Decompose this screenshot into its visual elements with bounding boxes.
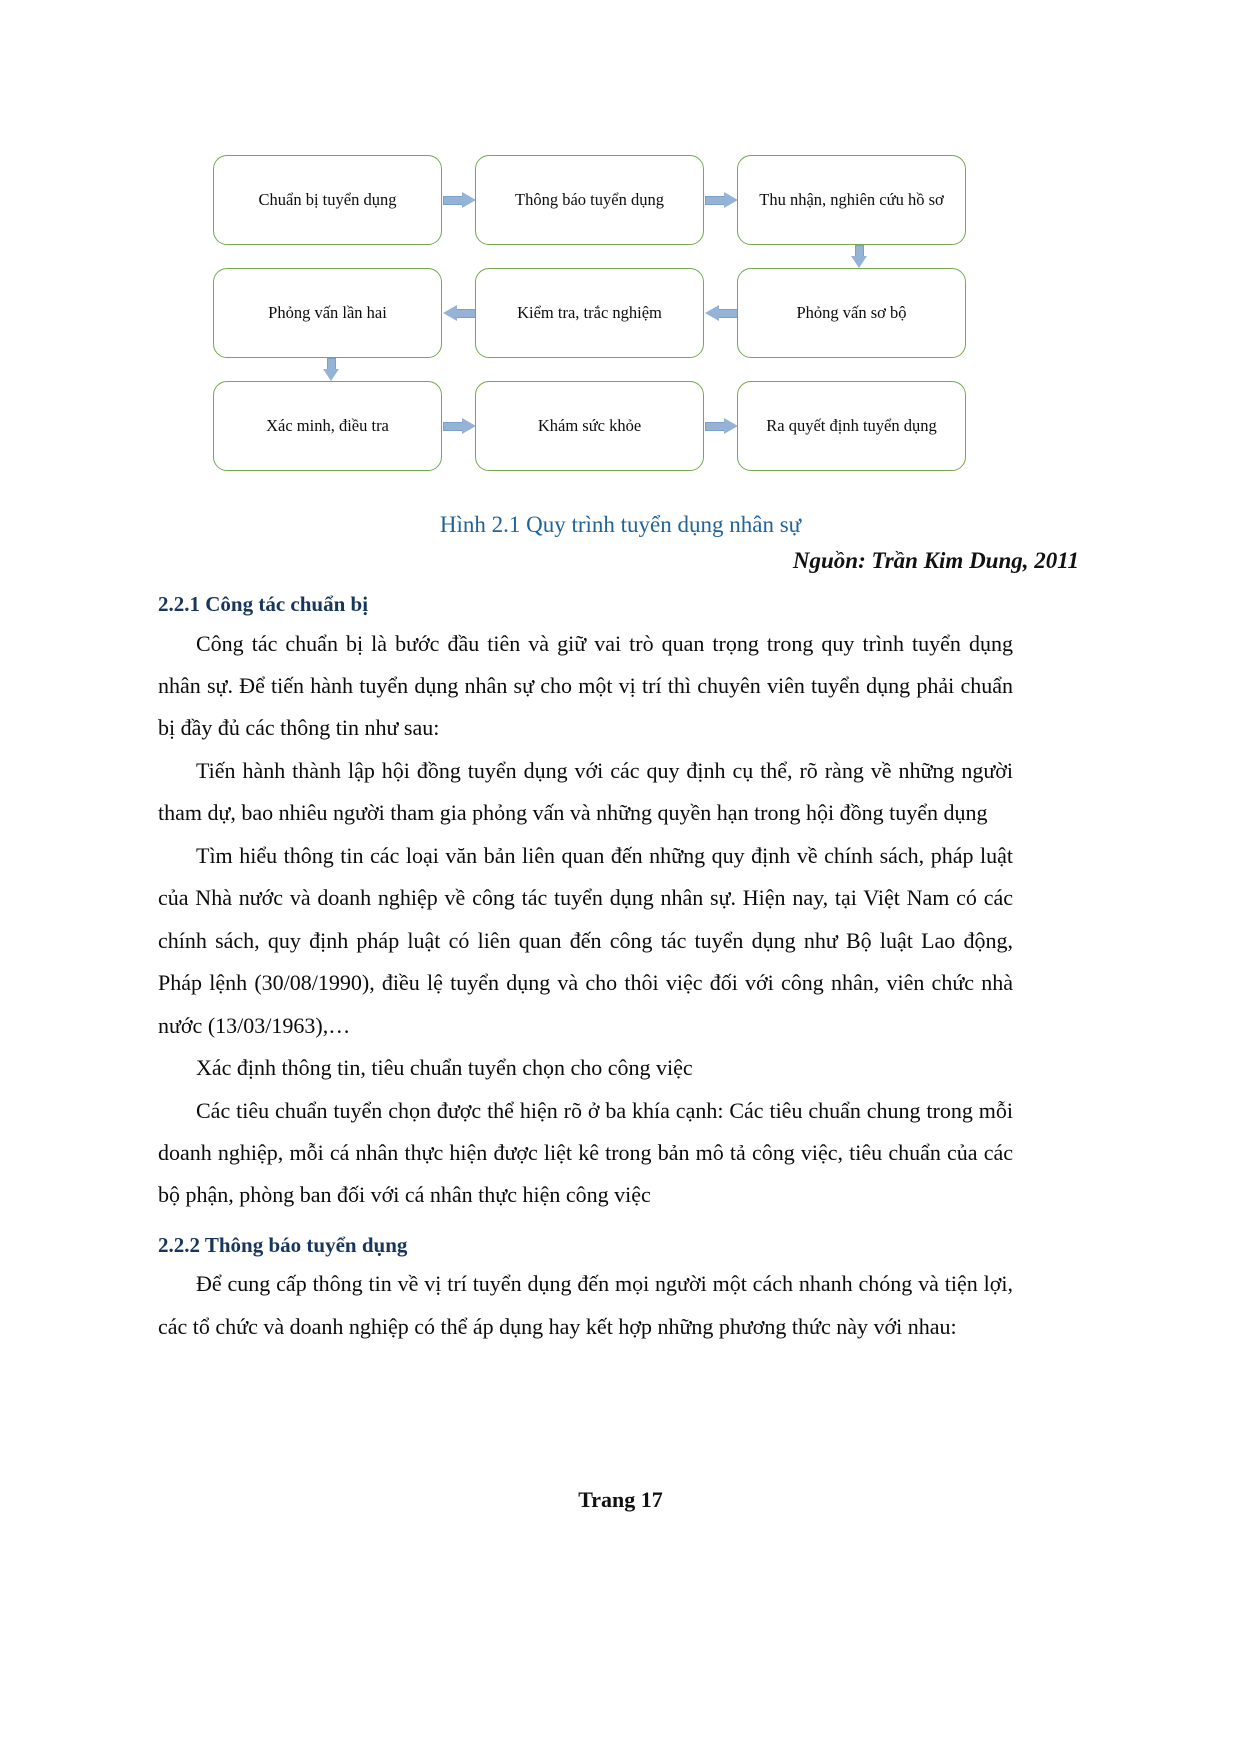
- arrow-left-step6-step5: [705, 305, 738, 321]
- section-heading-2-2-1: 2.2.1 Công tác chuẩn bị: [158, 592, 369, 616]
- arrow-head: [724, 418, 738, 434]
- flow-box-thu-nhan-nghien-cuu-ho-so: [737, 155, 966, 245]
- arrow-head: [724, 192, 738, 208]
- flow-box-chuan-bi-tuyen-dung: [213, 155, 442, 245]
- paragraph-221-1: Công tác chuẩn bị là bước đầu tiên và giữ vai trò quan trọng trong quy trình tuyển dụng nhân sự. Để tiến hành tuyển dụng nhân sự cho một vị trí thì chuyên viên tuyển dụng phải chuẩn bị đầy đủ các thông tin như sau:: [158, 630, 1013, 741]
- flow-box-xac-minh-dieu-tra: [213, 381, 442, 471]
- flow-box-kiem-tra-trac-nghiem: [475, 268, 704, 358]
- arrow-head: [705, 305, 719, 321]
- figure-source: Nguồn: Trần Kim Dung, 2011: [792, 548, 1079, 573]
- figure-caption: Hình 2.1 Quy trình tuyển dụng nhân sự: [439, 512, 802, 537]
- paragraph-221-2: Tiến hành thành lập hội đồng tuyển dụng với các quy định cụ thể, rõ ràng về những người tham dự, bao nhiêu người tham gia phỏng vấn và những quyền hạn trong hội đồng tuyển dụng: [158, 757, 1013, 826]
- arrow-shaft: [443, 196, 463, 205]
- arrow-shaft: [705, 422, 725, 431]
- flow-box-ra-quyet-dinh-tuyen-dung: [737, 381, 966, 471]
- flow-box-label: Ra quyết định tuyển dụng: [766, 416, 937, 436]
- recruitment-process-flowchart: [213, 155, 969, 470]
- arrow-right-step7-step8: [443, 418, 476, 434]
- flowchart-row-1: [213, 155, 969, 245]
- arrow-left-step5-step4: [443, 305, 476, 321]
- paragraph-221-3: Tìm hiểu thông tin các loại văn bản liên quan đến những quy định về chính sách, pháp luật của Nhà nước và doanh nghiệp về công tác tuyển dụng nhân sự. Hiện nay, tại Việt Nam có các chính sách, quy định pháp luật có liên quan đến công tác tuyển dụng như Bộ luật Lao động, Pháp lệnh (30/08/1990), điều lệ tuyển dụng và cho thôi việc đối với công nhân, viên chức nhà nước (13/03/1963),…: [158, 842, 1013, 1038]
- flow-box-label: Thông báo tuyển dụng: [515, 190, 664, 210]
- arrow-shaft: [456, 309, 476, 318]
- flow-box-label: Phỏng vấn sơ bộ: [796, 303, 907, 323]
- document-body: [158, 588, 1013, 1348]
- arrow-right-step2-step3: [705, 192, 738, 208]
- arrow-down-step3-step6: [851, 245, 867, 268]
- flow-box-label: Chuẩn bị tuyển dụng: [258, 190, 397, 210]
- flowchart-row-2: [213, 268, 969, 358]
- flow-box-phong-van-lan-hai: [213, 268, 442, 358]
- flow-box-label: Phỏng vấn lần hai: [268, 303, 387, 323]
- flow-box-thong-bao-tuyen-dung: [475, 155, 704, 245]
- flow-box-kham-suc-khoe: [475, 381, 704, 471]
- arrow-head: [462, 418, 476, 434]
- paragraph-221-4: Xác định thông tin, tiêu chuẩn tuyển chọn cho công việc: [196, 1055, 693, 1081]
- arrow-head: [851, 256, 867, 268]
- flow-box-phong-van-so-bo: [737, 268, 966, 358]
- page-footer: Trang 17: [578, 1487, 663, 1512]
- flow-box-label: Khám sức khỏe: [537, 416, 642, 436]
- arrow-shaft: [443, 422, 463, 431]
- arrow-head: [323, 369, 339, 381]
- arrow-shaft: [705, 196, 725, 205]
- paragraph-222-1: Để cung cấp thông tin về vị trí tuyển dụng đến mọi người một cách nhanh chóng và tiện lợi, các tổ chức và doanh nghiệp có thể áp dụng hay kết hợp những phương thức này với nhau:: [158, 1271, 1013, 1339]
- section-heading-2-2-2: 2.2.2 Thông báo tuyển dụng: [158, 1232, 408, 1257]
- arrow-right-step8-step9: [705, 418, 738, 434]
- paragraph-221-5: Các tiêu chuẩn tuyển chọn được thể hiện rõ ở ba khía cạnh: Các tiêu chuẩn chung trong mỗi doanh nghiệp, mỗi cá nhân thực hiện được liệt kê trong bản mô tả công việc, tiêu chuẩn của các bộ phận, phòng ban đối với cá nhân thực hiện công việc: [158, 1097, 1013, 1208]
- arrow-head: [462, 192, 476, 208]
- arrow-head: [443, 305, 457, 321]
- flow-box-label: Xác minh, điều tra: [266, 416, 389, 436]
- arrow-right-step1-step2: [443, 192, 476, 208]
- arrow-down-step4-step7: [323, 358, 339, 381]
- flow-box-label: Kiểm tra, trắc nghiệm: [517, 303, 662, 323]
- arrow-shaft: [718, 309, 738, 318]
- flowchart-row-3: [213, 381, 969, 471]
- flow-box-label: Thu nhận, nghiên cứu hồ sơ: [759, 190, 944, 210]
